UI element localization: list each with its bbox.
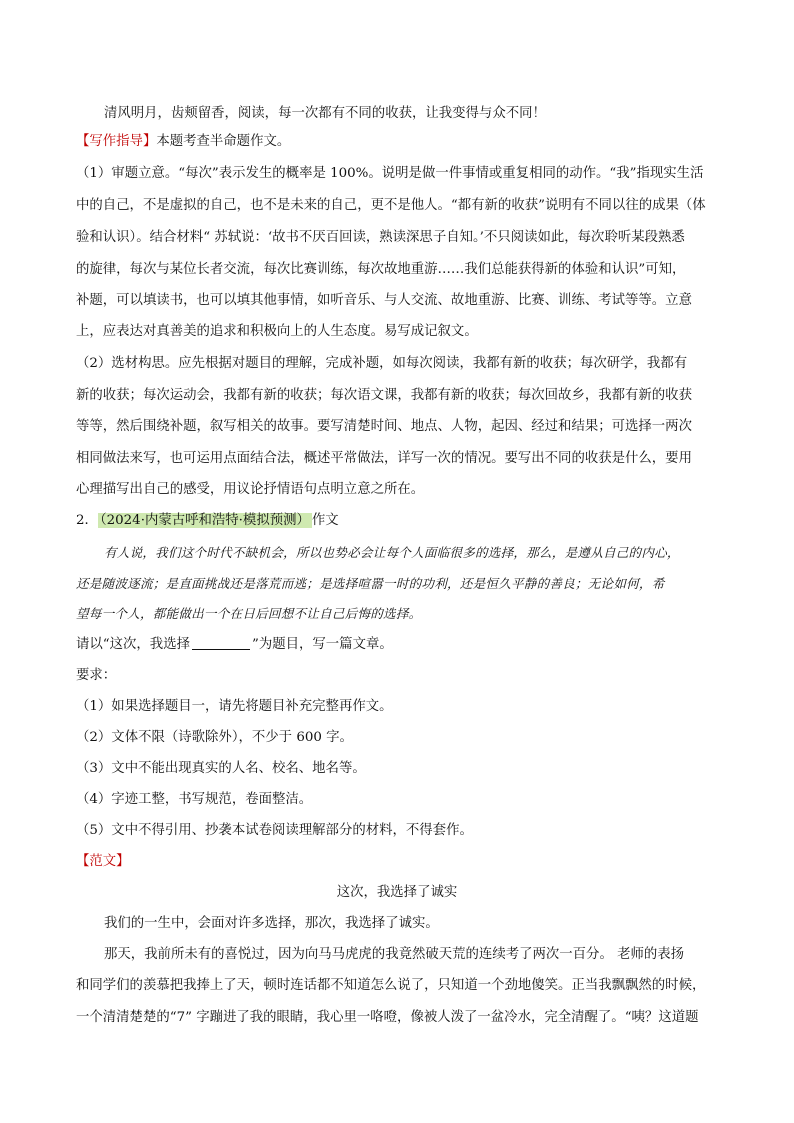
requirement-item: （1）如果选择题目一，请先将题目补充完整再作文。: [76, 699, 393, 714]
material-line: 望每一个人，都能做出一个在日后回想不让自己后悔的选择。: [76, 606, 422, 621]
requirement-item: （5）文中不得引用、抄袭本试卷阅读理解部分的材料，不得套作。: [76, 823, 473, 838]
material-line: 还是随波逐流；是直面挑战还是落荒而逃；是选择喧嚣一时的功利，还是恒久平静的善良；无论如何，希: [76, 576, 665, 591]
requirement-item: （4）字迹工整，书写规范，卷面整洁。: [76, 792, 313, 807]
guide-p1-line: 的旋律，每次与某位长者交流，每次比赛训练，每次故地重游……我们总能获得新的体验和认识”可知，: [76, 262, 686, 277]
essay-line: 那天，我前所未有的喜悦过，因为向马马虎虎的我竟然破天荒的连续考了两次一百分。 老师的表扬: [104, 947, 685, 962]
writing-guide-line: [76, 132, 726, 152]
sample-essay-label: 【范文】: [76, 854, 130, 869]
requirement-item: （3）文中不能出现真实的人名、校名、地名等。: [76, 761, 366, 776]
essay-line: 一个清清楚楚的“7” 字蹦进了我的眼睛，我心里一咯噔，像被人泼了一盆冷水，完全清醒了。“咦？这道题: [76, 1010, 699, 1025]
title-blank: [192, 636, 250, 650]
intro-paragraph: 清风明月，齿颊留香，阅读，每一次都有不同的收获，让我变得与众不同！: [104, 106, 546, 121]
question-2-heading: [76, 511, 726, 531]
question-type: 作文: [311, 513, 339, 528]
writing-guide-label: 【写作指导】: [76, 134, 157, 149]
essay-title: 这次，我选择了诚实: [336, 885, 458, 900]
material-line: 有人说，我们这个时代不缺机会，所以也势必会让每个人面临很多的选择，那么，是遵从自己的内心，: [104, 545, 680, 560]
question-number: 2．: [76, 513, 98, 528]
guide-p2-line: 新的收获；每次运动会，我都有新的收获；每次语文课，我都有新的收获；每次回故乡，我都有新的收获: [76, 388, 692, 403]
guide-p2-line: （2）选材构思。应先根据对题目的理解，完成补题，如每次阅读，我都有新的收获；每次研学，我都有: [76, 356, 688, 371]
guide-p2-line: 心理描写出自己的感受，用议论抒情语句点明立意之所在。: [76, 482, 425, 497]
guide-p1-line: 上，应表达对真善美的追求和积极向上的人生态度。易写成记叙文。: [76, 324, 478, 339]
essay-line: 和同学们的羡慕把我捧上了天，顿时连话都不知道怎么说了，只知道一个劲地傻笑。正当我飘飘然的时候，: [76, 978, 706, 993]
guide-p2-line: 相同做法来写，也可运用点面结合法，概述平常做法，详写一次的情况。要写出不同的收获是什么，要用: [76, 451, 692, 466]
requirements-label: 要求：: [76, 668, 117, 683]
requirement-item: （2）文体不限（诗歌除外），不少于 600 字。: [76, 730, 353, 745]
prompt-text-after: ”为题目，写一篇文章。: [251, 637, 393, 652]
guide-p1-line: 验和认识）。结合材料“ 苏轼说：‘故书不厌百回读，熟读深思子自知。’不只阅读如此，每次聆听某段熟悉: [76, 230, 685, 245]
question-source-tag: （2024·内蒙古呼和浩特·模拟预测）: [99, 513, 310, 528]
guide-p1-line: 中的自己，不是虚拟的自己，也不是未来的自己，更不是他人。“都有新的收获”说明有不同以往的成果（体: [76, 198, 706, 213]
guide-p1-line: 补题，可以填读书，也可以填其他事情，如听音乐、与人交流、故地重游、比赛、训练、考试等等。立意: [76, 293, 692, 308]
writing-prompt: [76, 635, 726, 655]
prompt-text-before: 请以“这次，我选择: [76, 637, 190, 652]
essay-line: 我们的一生中，会面对许多选择，那次，我选择了诚实。: [104, 916, 439, 931]
guide-p2-line: 等等，然后围绕补题，叙写相关的故事。要写清楚时间、地点、人物，起因、经过和结果；可选择一两次: [76, 419, 692, 434]
writing-guide-text: 本题考查半命题作文。: [156, 134, 291, 149]
guide-p1-line: （1）审题立意。“每次”表示发生的概率是 100%。说明是做一件事情或重复相同的动作。“我”指现实生活: [76, 166, 704, 181]
